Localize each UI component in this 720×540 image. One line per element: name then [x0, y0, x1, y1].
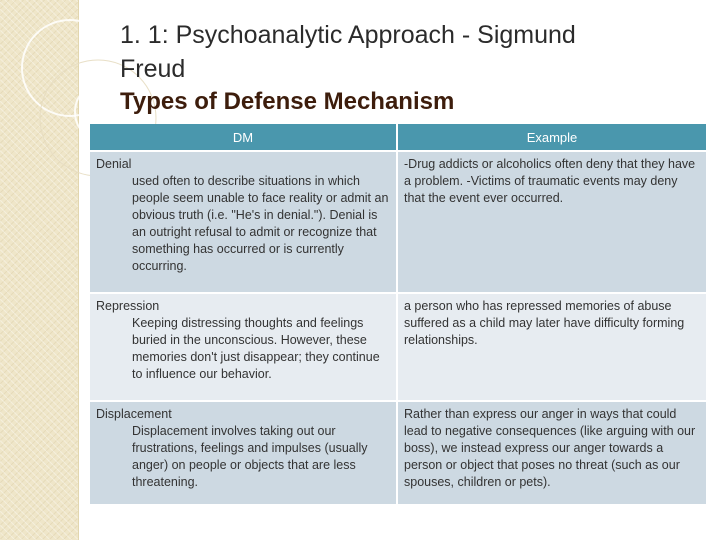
- term-description: Displacement involves taking out our frustrations, feelings and impulses (usually anger) on people or objects that are less threatening.: [132, 424, 368, 489]
- example-cell: [398, 294, 708, 402]
- dm-cell: [90, 294, 398, 402]
- term-label: Displacement: [96, 407, 172, 421]
- dm-cell: [90, 152, 398, 294]
- table-row: [90, 294, 708, 402]
- slide-subtitle: Types of Defense Mechanism: [120, 88, 455, 115]
- dm-cell: [90, 402, 398, 506]
- column-header-example: Example: [398, 124, 708, 152]
- example-text: a person who has repressed memories of abuse suffered as a child may later have difficulty forming relationships.: [404, 299, 685, 347]
- term-label: Repression: [96, 299, 160, 313]
- table-header-row: [90, 124, 708, 152]
- example-cell: [398, 152, 708, 294]
- example-cell: [398, 402, 708, 506]
- decorative-side-band: [0, 0, 79, 540]
- example-text: Rather than express our anger in ways that could lead to negative consequences (like arguing with our boss), we instead express our anger towards a person or object that poses no threat (such as our spouses, children or pets).: [404, 407, 696, 489]
- term-label: Denial: [96, 157, 132, 171]
- defense-mechanism-table: [90, 124, 708, 506]
- table-row: [90, 402, 708, 506]
- term-description: used often to describe situations in which people seem unable to face reality or admit an obvious truth (i.e. "He's in denial."). Denial is an outright refusal to admit or recognize that something has occurred or is currently occurring.: [132, 174, 389, 273]
- slide-title: [120, 18, 700, 86]
- term-description: Keeping distressing thoughts and feelings buried in the unconscious. However, these memories don't just disappear; they continue to influence our behavior.: [132, 316, 380, 381]
- table-row: [90, 152, 708, 294]
- example-text: -Drug addicts or alcoholics often deny that they have a problem. -Victims of traumatic events may deny that the event ever occurred.: [404, 157, 696, 205]
- slide-title-line-1: 1. 1: Psychoanalytic Approach - Sigmund: [120, 21, 576, 49]
- slide-title-line-2: Freud: [120, 55, 186, 83]
- column-header-dm: DM: [90, 124, 398, 152]
